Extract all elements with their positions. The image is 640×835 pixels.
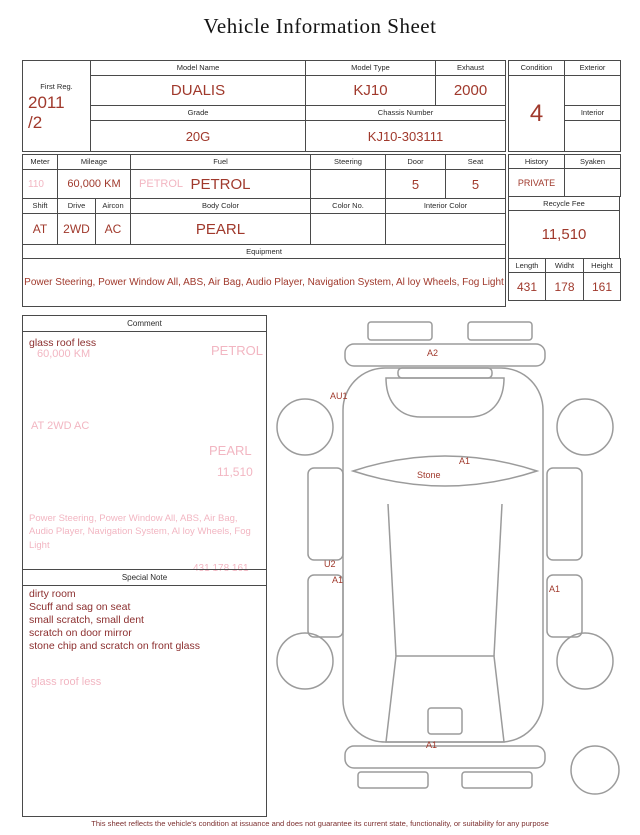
model-type-label: Model Type [306,61,436,76]
damage-mark-a1-right-door: A1 [549,584,561,594]
rear-rack-left [368,322,432,340]
ghost-equipment: Power Steering, Power Window All, ABS, Air Bag, Audio Player, Navigation System, Al loy Wheels, Fog Light [29,513,251,551]
shift-label: Shift [23,199,58,214]
history-value: PRIVATE [509,169,565,197]
meter-value [23,170,58,199]
damage-mark-a1-front: A1 [426,740,438,750]
history-label: History [509,155,565,169]
wheel-front-right [557,633,613,689]
meter-label: Meter [23,155,58,170]
ghost-recycle-fee: 11,510 [217,465,253,479]
interior-label: Interior [565,106,621,121]
height-value: 161 [584,273,621,301]
length-value: 431 [509,273,546,301]
fuel-value-text: PETROL [190,175,251,193]
fuel-value [131,170,311,199]
damage-mark-au1-rear-left: AU1 [330,391,348,401]
exhaust-value: 2000 [436,76,506,106]
rear-rack-right [468,322,532,340]
fuel-label: Fuel [131,155,311,170]
mileage-label: Mileage [58,155,131,170]
comment-header: Comment [23,316,266,332]
body-color-value: PEARL [131,214,311,245]
ghost-mileage: 60,000 KM [37,348,91,360]
syaken-label: Syaken [565,155,621,169]
chassis-number-value: KJ10-303111 [306,121,506,152]
hood-crease-right [494,504,502,656]
model-name-label: Model Name [91,61,306,76]
first-reg-month: /2 [28,112,43,132]
model-name-value: DUALIS [91,76,306,106]
width-value: 178 [546,273,584,301]
front-under-tray-left [358,772,428,788]
syaken-value [565,169,621,197]
exhaust-label: Exhaust [436,61,506,76]
color-no-value [311,214,386,245]
first-reg-year: 2011 [28,93,65,113]
wheel-rear-right [557,399,613,455]
ghost-comment: glass roof less [31,676,102,688]
comment-text: glass roof less [29,337,97,349]
interior-value [565,121,621,152]
special-note-line: Scuff and sag on seat [29,601,131,613]
ghost-dimensions: 431 178 161 [193,563,249,574]
rear-bumper [345,344,545,366]
steering-label: Steering [311,155,386,170]
door-panel-rear-left [308,468,343,560]
damage-mark-u2-left-door: U2 [324,559,336,569]
car-damage-diagram [268,318,622,800]
door-value: 5 [386,170,446,199]
drive-label: Drive [58,199,96,214]
rear-window [386,378,504,417]
body-color-label: Body Color [131,199,311,214]
ghost-meter-text: 110 [28,179,44,190]
aircon-label: Aircon [96,199,131,214]
ghost-pearl: PEARL [209,443,252,458]
height-label: Height [584,259,621,273]
wheel-front-left [277,633,333,689]
special-note-header: Special Note [23,569,266,586]
ghost-fuel-text: PETROL [139,178,184,190]
car-body-outline [343,368,543,742]
recycle-fee-label: Recycle Fee [509,197,620,211]
comment-box [22,315,267,817]
damage-mark-a2-rear: A2 [427,348,439,358]
interior-color-value [386,214,506,245]
history-table [508,154,621,197]
wheel-rear-left [277,399,333,455]
special-note-line: small scratch, small dent [29,614,144,626]
length-label: Length [509,259,546,273]
model-type-value: KJ10 [306,76,436,106]
damage-note-stone: Stone [417,470,441,480]
equipment-value: Power Steering, Power Window All, ABS, Air Bag, Audio Player, Navigation System, Al loy Wheels, Fog Light [23,259,506,307]
spare-tire [571,746,619,794]
ghost-shift-row: AT 2WD AC [31,420,90,432]
front-grille [428,708,462,734]
engine-bay [386,656,504,742]
special-note-list [29,588,261,653]
condition-grade-value: 4 [509,76,565,152]
exterior-label: Exterior [565,61,621,76]
front-bumper [345,746,545,768]
front-under-tray-right [462,772,532,788]
grade-value: 20G [91,121,306,152]
door-label: Door [386,155,446,170]
hood-crease-left [388,504,396,656]
rear-spoiler [398,368,492,378]
grade-label: Grade [91,106,306,121]
mileage-value: 60,000 KM [58,170,131,199]
damage-mark-a1-windshield: A1 [459,456,471,466]
equipment-label: Equipment [23,245,506,259]
special-note-line: scratch on door mirror [29,627,132,639]
first-reg-value [23,93,90,132]
shift-value: AT [23,214,58,245]
spec-table [22,154,506,307]
windshield [353,456,537,486]
condition-table [508,60,621,152]
recycle-fee-table [508,196,620,259]
right-info-panel [508,154,620,301]
color-no-label: Color No. [311,199,386,214]
width-label: Widht [546,259,584,273]
aircon-value: AC [96,214,131,245]
ghost-petrol: PETROL [211,343,264,358]
special-note-line: dirty room [29,588,76,600]
first-reg-cell [23,61,91,152]
interior-color-label: Interior Color [386,199,506,214]
seat-value: 5 [446,170,506,199]
damage-mark-a1-left-door: A1 [332,575,344,585]
chassis-number-label: Chassis Number [306,106,506,121]
car-diagram-drawing [268,318,622,800]
seat-label: Seat [446,155,506,170]
drive-value: 2WD [58,214,96,245]
disclaimer-text: This sheet reflects the vehicle's condition at issuance and does not guarantee its current state, functionality, or suitability for any purpose [91,819,549,828]
page-title: Vehicle Information Sheet [203,14,437,38]
special-note-line: stone chip and scratch on front glass [29,640,201,652]
steering-value [311,170,386,199]
dimensions-table [508,258,621,301]
door-panel-rear-right [547,468,582,560]
vehicle-id-table [22,60,506,152]
recycle-fee-value: 11,510 [509,211,620,259]
condition-label: Condition [509,61,565,76]
exterior-value [565,76,621,106]
first-reg-label: First Reg. [40,81,73,91]
